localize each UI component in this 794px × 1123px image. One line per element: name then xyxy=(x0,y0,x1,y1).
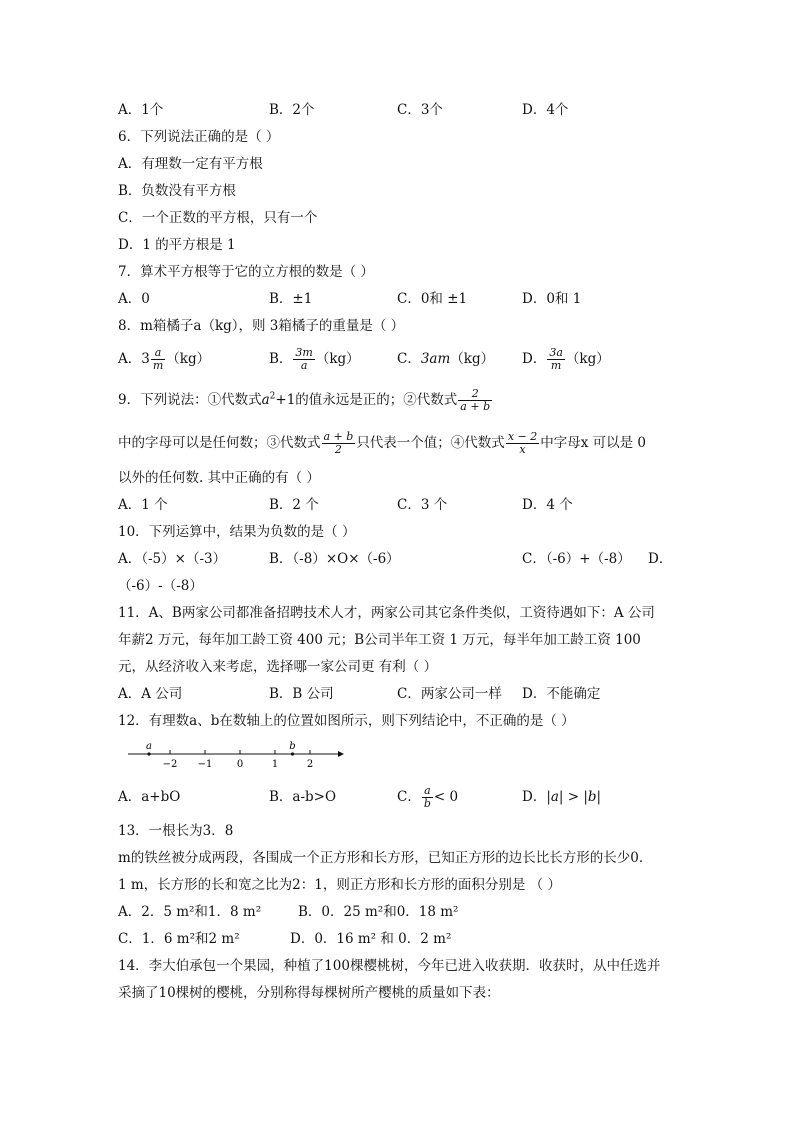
q9-option-a: A．1 个 xyxy=(118,497,168,513)
q12-option-c: C． $\frac{a}{b}$ < 0 xyxy=(397,784,459,810)
q14-line-1: 14．李大伯承包一个果园，种植了100棵樱桃树，今年已进入收获期．收获时，从中任选并 xyxy=(118,958,661,974)
number-line-point-a-label: a xyxy=(146,741,152,752)
q10-stem: 10．下列运算中，结果为负数的是（ ） xyxy=(118,524,356,540)
q11-line-3: 元，从经济收入来考虑，选择哪一家公司更 有利（ ） xyxy=(118,659,438,675)
q6-option-b: B．负数没有平方根 xyxy=(118,183,236,199)
number-line-tick-label: 2 xyxy=(306,759,314,770)
fraction: $\frac{2}{a + b}$ xyxy=(460,387,491,413)
q13-option-c: C．1．6 m²和2 m² xyxy=(118,931,240,947)
q6-stem: 6．下列说法正确的是（ ） xyxy=(118,129,280,145)
q5-option-c: C．3个 xyxy=(397,102,443,118)
number-line-tick-label: −2 xyxy=(162,759,178,770)
q13-line-1: 13．一根长为3．8 xyxy=(118,823,234,839)
q8-options xyxy=(118,343,694,375)
q9-line-3: 以外的任何数. 其中正确的有（ ） xyxy=(118,470,320,486)
q10-option-a: A．（-5）×（-3） xyxy=(118,551,227,567)
q5-option-a: A．1个 xyxy=(118,102,164,118)
q11-option-d: D．不能确定 xyxy=(522,686,601,702)
q9-option-d: D．4 个 xyxy=(522,497,573,513)
q6-option-a: A．有理数一定有平方根 xyxy=(118,156,263,172)
q10-option-b: B．（-8）×O×（-6） xyxy=(269,551,400,567)
q8-option-c: C．3am（kg） xyxy=(397,351,495,367)
q9-option-b: B．2 个 xyxy=(269,497,319,513)
q7-option-a: A．0 xyxy=(118,291,150,307)
q8-option-a: A．3 $\frac{a}{m}$ （kg） xyxy=(118,346,211,372)
q10-option-d-label: D． xyxy=(648,551,673,567)
number-line-ticks xyxy=(163,750,314,770)
fraction: $\frac{3m}{a}$ xyxy=(295,346,313,372)
q12-option-a: A．a+bO xyxy=(118,789,181,805)
q9-option-c: C．3 个 xyxy=(397,497,448,513)
number-line-point-a xyxy=(147,752,150,755)
number-line-point-b-label: b xyxy=(289,741,296,752)
number-line-tick-label: 0 xyxy=(236,759,244,770)
q7-option-d: D．0和 1 xyxy=(522,291,582,307)
q13-option-b: B．0．25 m²和0．18 m² xyxy=(298,904,459,920)
q8-option-b: B． $\frac{3m}{a}$ （kg） xyxy=(269,346,360,372)
q5-option-d: D．4个 xyxy=(522,102,569,118)
q13-line-2: m的铁丝被分成两段，各围成一个正方形和长方形，已知正方形的边长比长方形的长少0． xyxy=(118,850,653,866)
q13-line-3: 1 m，长方形的长和宽之比为2：1，则正方形和长方形的面积分别是 （ ） xyxy=(118,877,561,893)
fraction: $\frac{a}{m}$ xyxy=(152,346,164,372)
fraction: $\frac{a}{b}$ xyxy=(423,784,431,810)
number-line-point-b xyxy=(291,752,294,755)
q12-options xyxy=(118,781,694,813)
q8-option-d: D． $\frac{3a}{m}$ （kg） xyxy=(522,346,610,372)
number-line-figure xyxy=(118,738,348,770)
q11-line-1: 11．A、B两家公司都准备招聘技术人才，两家公司其它条件类似，工资待遇如下：A 公司 xyxy=(118,605,655,621)
number-line-tick-label: −1 xyxy=(197,759,213,770)
fraction: $\frac{a + b}{2}$ xyxy=(323,430,354,456)
number-line-points xyxy=(146,741,296,756)
q13-option-a: A．2．5 m²和1．8 m² xyxy=(118,904,262,920)
q5-option-b: B．2个 xyxy=(269,102,315,118)
q10-option-c: C．（-6）+（-8） xyxy=(522,551,631,567)
q7-option-b: B．±1 xyxy=(269,291,313,307)
q14-line-2: 采摘了10棵树的樱桃，分别称得每棵树所产樱桃的质量如下表： xyxy=(118,985,500,1001)
q8-stem: 8．m箱橘子a（kg），则 3箱橘子的重量是（ ） xyxy=(118,318,405,334)
q6-option-d: D．1 的平方根是 1 xyxy=(118,237,236,253)
arrow-right-icon xyxy=(338,751,344,757)
number-line-tick-label: 1 xyxy=(271,759,279,770)
q10-option-d: （-6）-（-8） xyxy=(118,578,203,594)
q7-stem: 7．算术平方根等于它的立方根的数是（ ） xyxy=(118,264,374,280)
q13-option-d: D．0．16 m² 和 0．2 m² xyxy=(290,931,452,947)
q9-line-1: 9．下列说法：①代数式$a^2+1$的值永远是正的；②代数式 $\frac{2}{a + b}$ xyxy=(118,387,491,413)
q7-option-c: C．0和 ±1 xyxy=(397,291,468,307)
fraction: $\frac{3a}{m}$ xyxy=(549,346,563,372)
q11-line-2: 年薪2 万元，每年加工龄工资 400 元；B公司半年工资 1 万元，每半年加工龄工资 100 xyxy=(118,632,641,648)
q12-stem: 12．有理数a、b在数轴上的位置如图所示，则下列结论中，不正确的是（ ） xyxy=(118,713,575,729)
q11-option-c: C．两家公司一样 xyxy=(397,686,502,702)
q6-option-c: C．一个正数的平方根，只有一个 xyxy=(118,210,318,226)
fraction: $\frac{x - 2}{x}$ xyxy=(507,430,538,456)
q11-option-b: B．B 公司 xyxy=(269,686,334,702)
q12-option-d: D．|a| > |b| xyxy=(522,789,602,805)
q11-option-a: A．A 公司 xyxy=(118,686,183,702)
q12-option-b: B．a-b>O xyxy=(269,789,337,805)
q9-line-2: 中的字母可以是任何数；③代数式 $\frac{a + b}{2}$ 只代表一个值；④代数式 $\frac{x - 2}{x}$ 中字母x 可以是 0 xyxy=(118,430,647,456)
